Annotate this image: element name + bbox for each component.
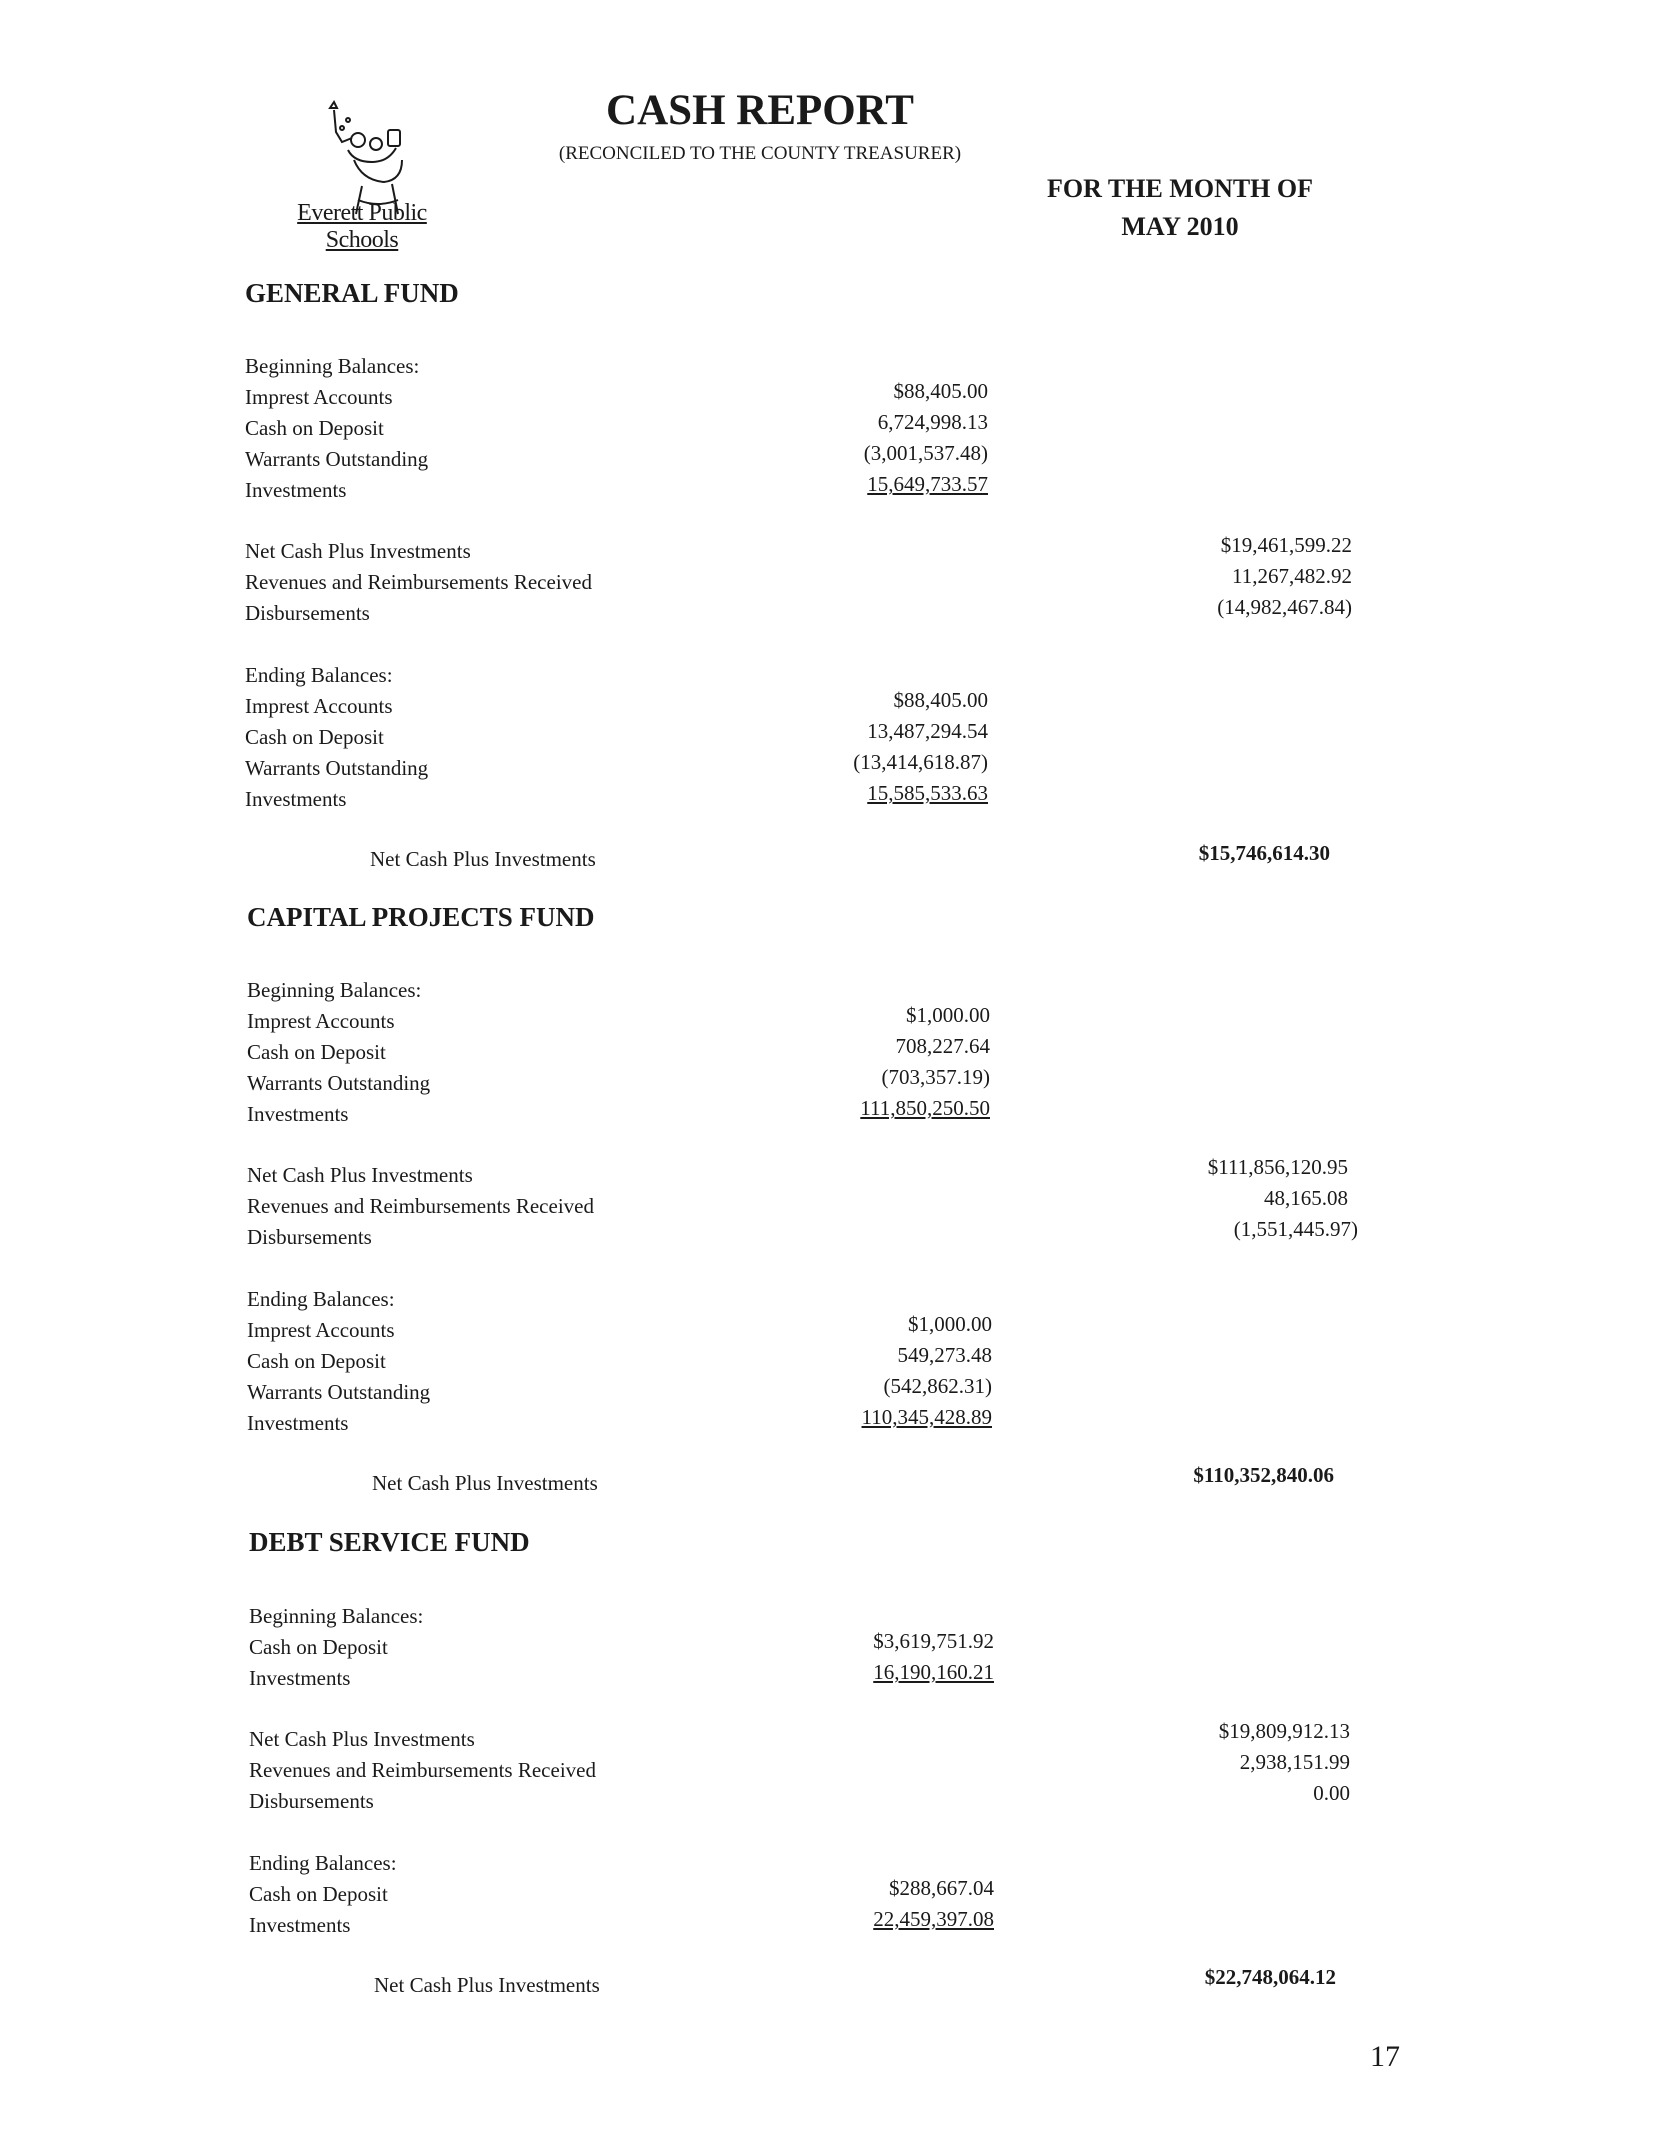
cp-begin-imprest-label: Imprest Accounts	[247, 1009, 395, 1033]
capital-fund-heading: CAPITAL PROJECTS FUND	[247, 902, 595, 932]
ds-revenues-label: Revenues and Reimbursements Received	[249, 1758, 596, 1782]
ds-end-investments-value: 22,459,397.08	[873, 1907, 994, 1931]
ds-end-net-value: $22,748,064.12	[1204, 1965, 1336, 1989]
cp-disbursements-value: (1,551,445.97)	[1233, 1217, 1358, 1241]
gf-begin-warrants-label: Warrants Outstanding	[245, 447, 429, 471]
gf-end-imprest-value: $88,405.00	[893, 688, 988, 712]
gf-begin-imprest-label: Imprest Accounts	[245, 385, 393, 409]
ds-end-investments-label: Investments	[249, 1913, 351, 1937]
general-fund-heading: GENERAL FUND	[245, 278, 459, 308]
gf-revenues-value: 11,267,482.92	[1232, 564, 1352, 588]
gf-net-label: Net Cash Plus Investments	[245, 539, 471, 563]
gf-disbursements-value: (14,982,467.84)	[1217, 595, 1352, 619]
ds-net-label: Net Cash Plus Investments	[249, 1727, 475, 1751]
logo-text: Everett Public Schools	[297, 200, 427, 253]
ds-ending-label: Ending Balances:	[249, 1851, 397, 1875]
cp-revenues-value: 48,165.08	[1264, 1186, 1348, 1210]
page-number: 17	[1370, 2040, 1400, 2073]
ds-beginning-label: Beginning Balances:	[249, 1604, 424, 1628]
cp-end-cash-value: 549,273.48	[897, 1343, 992, 1367]
gf-beginning-label: Beginning Balances:	[245, 354, 420, 378]
report-title: CASH REPORT	[606, 87, 914, 134]
ds-end-cash-value: $288,667.04	[889, 1876, 994, 1900]
ds-disbursements-value: 0.00	[1313, 1781, 1350, 1805]
cp-begin-cash-label: Cash on Deposit	[247, 1040, 386, 1064]
cp-begin-warrants-value: (703,357.19)	[881, 1065, 990, 1089]
gf-begin-imprest-value: $88,405.00	[893, 379, 988, 403]
gf-begin-cash-label: Cash on Deposit	[245, 416, 384, 440]
report-period-line2: MAY 2010	[1121, 212, 1239, 241]
cp-end-imprest-value: $1,000.00	[908, 1312, 992, 1336]
gf-begin-cash-value: 6,724,998.13	[877, 410, 988, 434]
cp-end-investments-value: 110,345,428.89	[861, 1405, 992, 1429]
gf-end-investments-label: Investments	[245, 787, 347, 811]
ds-end-cash-label: Cash on Deposit	[249, 1882, 388, 1906]
cp-begin-imprest-value: $1,000.00	[906, 1003, 990, 1027]
gf-end-warrants-value: (13,414,618.87)	[853, 750, 988, 774]
gf-begin-investments-value: 15,649,733.57	[867, 472, 988, 496]
ds-begin-cash-value: $3,619,751.92	[873, 1629, 994, 1653]
ds-begin-cash-label: Cash on Deposit	[249, 1635, 388, 1659]
gf-revenues-label: Revenues and Reimbursements Received	[245, 570, 592, 594]
ds-net-value: $19,809,912.13	[1218, 1719, 1350, 1743]
ds-disbursements-label: Disbursements	[249, 1789, 374, 1813]
cp-beginning-label: Beginning Balances:	[247, 978, 422, 1002]
cp-ending-label: Ending Balances:	[247, 1287, 395, 1311]
cp-end-net-label: Net Cash Plus Investments	[372, 1471, 598, 1495]
cp-begin-investments-value: 111,850,250.50	[860, 1096, 990, 1120]
cp-begin-warrants-label: Warrants Outstanding	[247, 1071, 431, 1095]
gf-end-warrants-label: Warrants Outstanding	[245, 756, 429, 780]
cp-begin-cash-value: 708,227.64	[895, 1034, 990, 1058]
report-subtitle: (RECONCILED TO THE COUNTY TREASURER)	[558, 143, 962, 164]
ds-begin-investments-label: Investments	[249, 1666, 351, 1690]
cp-net-label: Net Cash Plus Investments	[247, 1163, 473, 1187]
cp-disbursements-label: Disbursements	[247, 1225, 372, 1249]
gf-end-net-value: $15,746,614.30	[1198, 841, 1330, 865]
gf-end-cash-value: 13,487,294.54	[867, 719, 988, 743]
report-period	[1030, 170, 1330, 246]
gf-end-net-label: Net Cash Plus Investments	[370, 847, 596, 871]
gf-net-value: $19,461,599.22	[1220, 533, 1352, 557]
gf-begin-warrants-value: (3,001,537.48)	[863, 441, 988, 465]
ds-end-net-label: Net Cash Plus Investments	[374, 1973, 600, 1997]
cp-end-net-value: $110,352,840.06	[1193, 1463, 1334, 1487]
cp-end-imprest-label: Imprest Accounts	[247, 1318, 395, 1342]
cp-end-warrants-label: Warrants Outstanding	[247, 1380, 431, 1404]
gf-end-investments-value: 15,585,533.63	[867, 781, 988, 805]
gf-disbursements-label: Disbursements	[245, 601, 370, 625]
cp-end-warrants-value: (542,862.31)	[883, 1374, 992, 1398]
cp-end-cash-label: Cash on Deposit	[247, 1349, 386, 1373]
gf-begin-investments-label: Investments	[245, 478, 347, 502]
cp-revenues-label: Revenues and Reimbursements Received	[247, 1194, 594, 1218]
report-period-line1: FOR THE MONTH OF	[1046, 174, 1314, 203]
cp-end-investments-label: Investments	[247, 1411, 349, 1435]
cp-begin-investments-label: Investments	[247, 1102, 349, 1126]
cp-net-value: $111,856,120.95	[1207, 1155, 1348, 1179]
debt-fund-heading: DEBT SERVICE FUND	[249, 1527, 530, 1557]
gf-end-imprest-label: Imprest Accounts	[245, 694, 393, 718]
ds-revenues-value: 2,938,151.99	[1239, 1750, 1350, 1774]
ds-begin-investments-value: 16,190,160.21	[873, 1660, 994, 1684]
gf-end-cash-label: Cash on Deposit	[245, 725, 384, 749]
gf-ending-label: Ending Balances:	[245, 663, 393, 687]
